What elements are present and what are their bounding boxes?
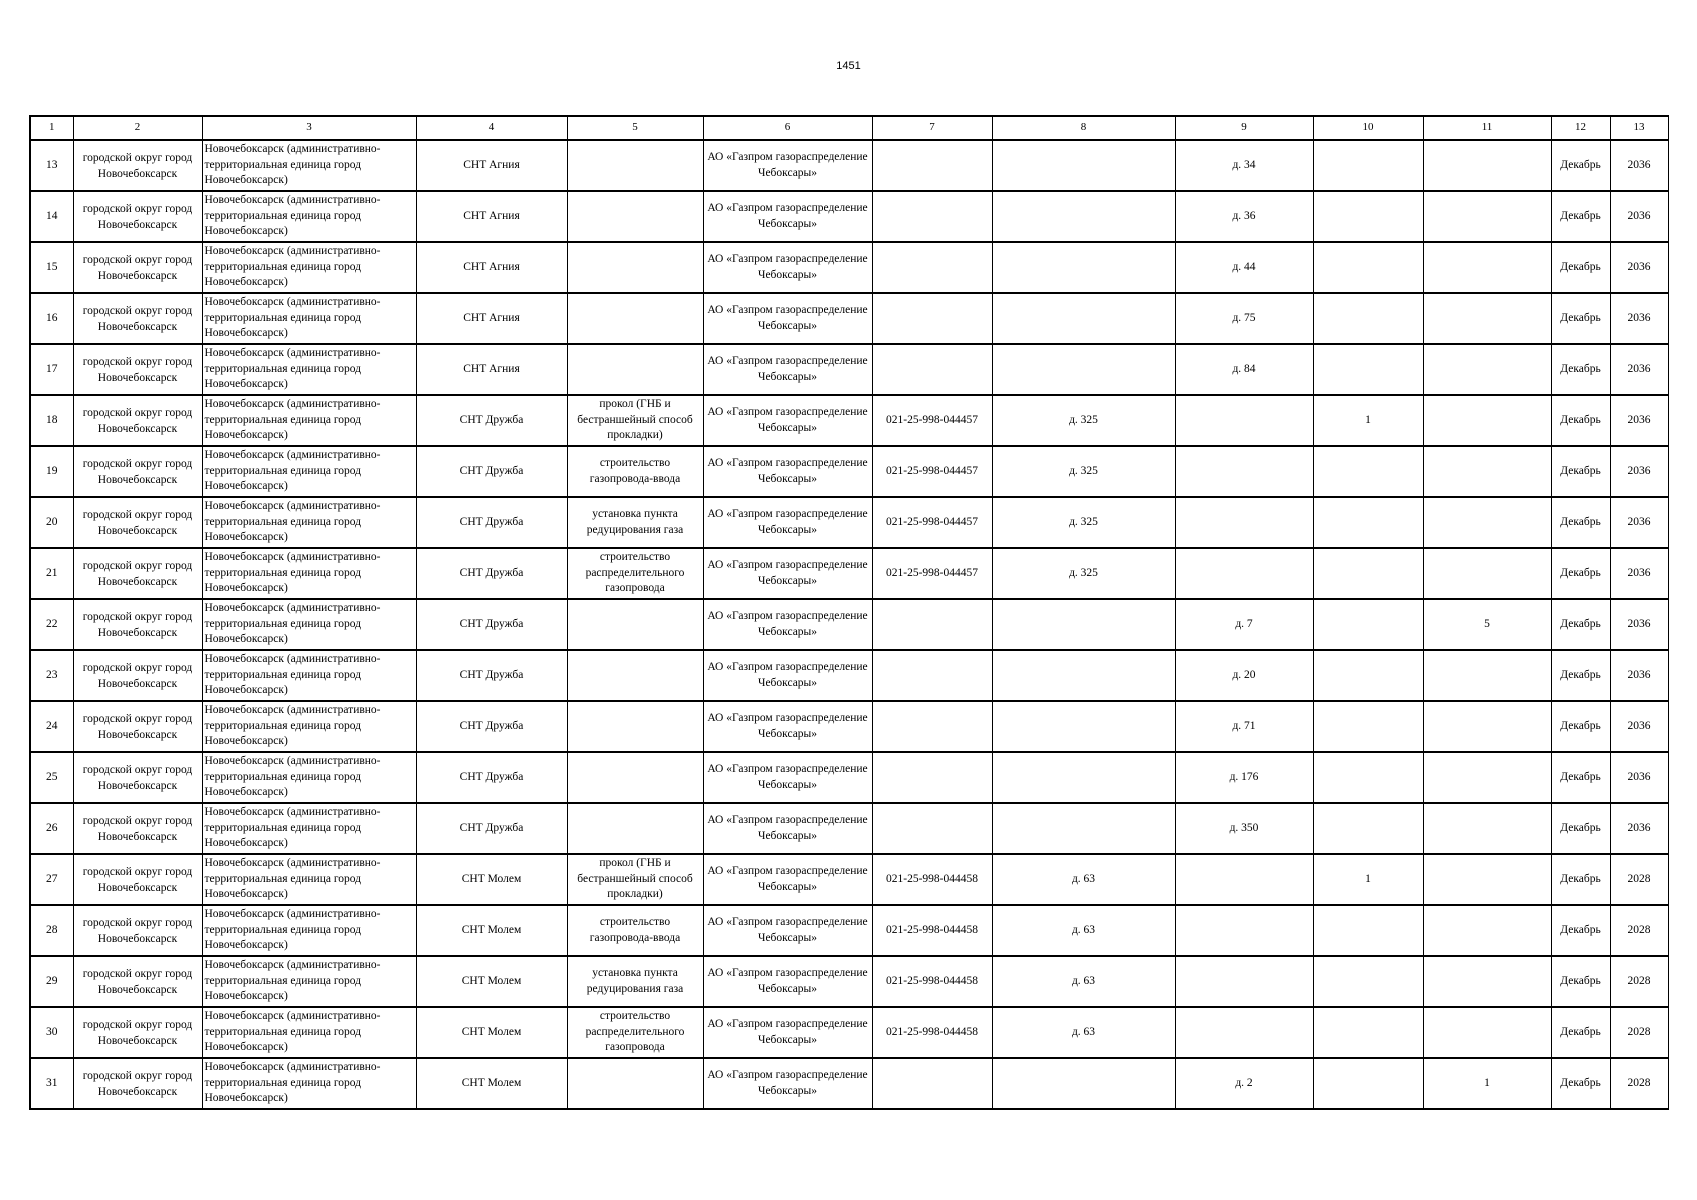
count-b-cell	[1423, 446, 1551, 497]
work-type-cell: установка пункта редуцирования газа	[567, 497, 703, 548]
month-cell: Декабрь	[1551, 599, 1610, 650]
address-a-cell	[992, 293, 1175, 344]
settlement-cell: СНТ Дружба	[416, 650, 567, 701]
count-b-cell	[1423, 497, 1551, 548]
settlement-cell: СНТ Молем	[416, 956, 567, 1007]
table-row	[30, 752, 1668, 803]
count-b-cell	[1423, 293, 1551, 344]
count-a-cell	[1313, 548, 1423, 599]
operator-cell: АО «Газпром газораспределение Чебоксары»	[703, 191, 872, 242]
district-cell: городской округ город Новочебоксарск	[73, 140, 202, 191]
municipality-cell: Новочебоксарск (административно-территориальная единица город Новочебоксарск)	[202, 650, 416, 701]
table-row	[30, 191, 1668, 242]
month-cell: Декабрь	[1551, 1058, 1610, 1109]
count-b-cell	[1423, 1007, 1551, 1058]
table-row	[30, 599, 1668, 650]
tu-number-cell: 021-25-998-044457	[872, 395, 992, 446]
tu-number-cell	[872, 242, 992, 293]
year-cell: 2036	[1610, 752, 1668, 803]
address-b-cell: д. 84	[1175, 344, 1313, 395]
row-number-cell: 17	[30, 344, 73, 395]
municipality-cell: Новочебоксарск (административно-территориальная единица город Новочебоксарск)	[202, 956, 416, 1007]
count-a-cell: 1	[1313, 395, 1423, 446]
municipality-cell: Новочебоксарск (административно-территориальная единица город Новочебоксарск)	[202, 242, 416, 293]
row-number-cell: 27	[30, 854, 73, 905]
settlement-cell: СНТ Агния	[416, 293, 567, 344]
month-cell: Декабрь	[1551, 905, 1610, 956]
year-cell: 2036	[1610, 497, 1668, 548]
settlement-cell: СНТ Агния	[416, 344, 567, 395]
month-cell: Декабрь	[1551, 446, 1610, 497]
column-header: 9	[1175, 116, 1313, 140]
settlement-cell: СНТ Молем	[416, 1058, 567, 1109]
address-b-cell: д. 176	[1175, 752, 1313, 803]
table-body	[30, 116, 1668, 1109]
settlement-cell: СНТ Молем	[416, 1007, 567, 1058]
row-number-cell: 28	[30, 905, 73, 956]
tu-number-cell	[872, 1058, 992, 1109]
address-a-cell: д. 63	[992, 854, 1175, 905]
count-b-cell	[1423, 752, 1551, 803]
work-type-cell: прокол (ГНБ и бестраншейный способ прокладки)	[567, 854, 703, 905]
tu-number-cell	[872, 803, 992, 854]
count-a-cell	[1313, 1058, 1423, 1109]
column-header: 4	[416, 116, 567, 140]
count-a-cell	[1313, 599, 1423, 650]
year-cell: 2028	[1610, 1007, 1668, 1058]
column-header: 13	[1610, 116, 1668, 140]
count-a-cell	[1313, 650, 1423, 701]
address-a-cell	[992, 650, 1175, 701]
month-cell: Декабрь	[1551, 650, 1610, 701]
address-a-cell: д. 63	[992, 1007, 1175, 1058]
count-a-cell	[1313, 191, 1423, 242]
table-row	[30, 956, 1668, 1007]
table-row	[30, 548, 1668, 599]
work-type-cell	[567, 752, 703, 803]
district-cell: городской округ город Новочебоксарск	[73, 242, 202, 293]
row-number-cell: 19	[30, 446, 73, 497]
work-type-cell: установка пункта редуцирования газа	[567, 956, 703, 1007]
operator-cell: АО «Газпром газораспределение Чебоксары»	[703, 242, 872, 293]
municipality-cell: Новочебоксарск (административно-территориальная единица город Новочебоксарск)	[202, 140, 416, 191]
address-a-cell	[992, 1058, 1175, 1109]
address-a-cell	[992, 599, 1175, 650]
count-a-cell	[1313, 140, 1423, 191]
month-cell: Декабрь	[1551, 293, 1610, 344]
year-cell: 2036	[1610, 446, 1668, 497]
row-number-cell: 31	[30, 1058, 73, 1109]
table-row	[30, 1007, 1668, 1058]
address-a-cell	[992, 140, 1175, 191]
address-a-cell: д. 325	[992, 497, 1175, 548]
month-cell: Декабрь	[1551, 242, 1610, 293]
settlement-cell: СНТ Дружба	[416, 803, 567, 854]
settlement-cell: СНТ Дружба	[416, 752, 567, 803]
address-a-cell	[992, 344, 1175, 395]
row-number-cell: 29	[30, 956, 73, 1007]
address-a-cell: д. 325	[992, 395, 1175, 446]
column-header: 11	[1423, 116, 1551, 140]
municipality-cell: Новочебоксарск (административно-территориальная единица город Новочебоксарск)	[202, 191, 416, 242]
address-a-cell: д. 325	[992, 446, 1175, 497]
column-header: 10	[1313, 116, 1423, 140]
month-cell: Декабрь	[1551, 497, 1610, 548]
row-number-cell: 20	[30, 497, 73, 548]
tu-number-cell: 021-25-998-044457	[872, 497, 992, 548]
district-cell: городской округ город Новочебоксарск	[73, 905, 202, 956]
municipality-cell: Новочебоксарск (административно-территориальная единица город Новочебоксарск)	[202, 395, 416, 446]
column-header: 5	[567, 116, 703, 140]
operator-cell: АО «Газпром газораспределение Чебоксары»	[703, 803, 872, 854]
table-row	[30, 1058, 1668, 1109]
operator-cell: АО «Газпром газораспределение Чебоксары»	[703, 905, 872, 956]
address-b-cell: д. 71	[1175, 701, 1313, 752]
work-type-cell	[567, 803, 703, 854]
row-number-cell: 21	[30, 548, 73, 599]
month-cell: Декабрь	[1551, 803, 1610, 854]
year-cell: 2036	[1610, 140, 1668, 191]
operator-cell: АО «Газпром газораспределение Чебоксары»	[703, 752, 872, 803]
count-a-cell	[1313, 293, 1423, 344]
address-b-cell: д. 7	[1175, 599, 1313, 650]
operator-cell: АО «Газпром газораспределение Чебоксары»	[703, 395, 872, 446]
count-b-cell	[1423, 854, 1551, 905]
month-cell: Декабрь	[1551, 191, 1610, 242]
tu-number-cell	[872, 599, 992, 650]
table-row	[30, 344, 1668, 395]
work-type-cell: строительство газопровода-ввода	[567, 446, 703, 497]
operator-cell: АО «Газпром газораспределение Чебоксары»	[703, 497, 872, 548]
address-a-cell: д. 63	[992, 956, 1175, 1007]
column-header: 1	[30, 116, 73, 140]
district-cell: городской округ город Новочебоксарск	[73, 191, 202, 242]
column-header: 2	[73, 116, 202, 140]
district-cell: городской округ город Новочебоксарск	[73, 599, 202, 650]
district-cell: городской округ город Новочебоксарск	[73, 803, 202, 854]
tu-number-cell	[872, 650, 992, 701]
table-row	[30, 650, 1668, 701]
page-number: 1451	[836, 60, 861, 72]
row-number-cell: 18	[30, 395, 73, 446]
count-b-cell	[1423, 242, 1551, 293]
month-cell: Декабрь	[1551, 140, 1610, 191]
tu-number-cell: 021-25-998-044457	[872, 548, 992, 599]
operator-cell: АО «Газпром газораспределение Чебоксары»	[703, 854, 872, 905]
settlement-cell: СНТ Агния	[416, 242, 567, 293]
settlement-cell: СНТ Дружба	[416, 701, 567, 752]
table-row	[30, 803, 1668, 854]
address-b-cell	[1175, 956, 1313, 1007]
year-cell: 2036	[1610, 191, 1668, 242]
count-a-cell	[1313, 701, 1423, 752]
data-table	[29, 115, 1669, 1110]
district-cell: городской округ город Новочебоксарск	[73, 650, 202, 701]
municipality-cell: Новочебоксарск (административно-территориальная единица город Новочебоксарск)	[202, 446, 416, 497]
district-cell: городской округ город Новочебоксарск	[73, 956, 202, 1007]
tu-number-cell: 021-25-998-044458	[872, 1007, 992, 1058]
count-a-cell: 1	[1313, 854, 1423, 905]
address-b-cell: д. 20	[1175, 650, 1313, 701]
count-a-cell	[1313, 1007, 1423, 1058]
district-cell: городской округ город Новочебоксарск	[73, 548, 202, 599]
address-b-cell	[1175, 446, 1313, 497]
count-a-cell	[1313, 446, 1423, 497]
table-row	[30, 293, 1668, 344]
year-cell: 2028	[1610, 854, 1668, 905]
table-row	[30, 497, 1668, 548]
address-b-cell: д. 75	[1175, 293, 1313, 344]
month-cell: Декабрь	[1551, 752, 1610, 803]
tu-number-cell: 021-25-998-044457	[872, 446, 992, 497]
row-number-cell: 24	[30, 701, 73, 752]
year-cell: 2036	[1610, 650, 1668, 701]
municipality-cell: Новочебоксарск (административно-территориальная единица город Новочебоксарск)	[202, 701, 416, 752]
district-cell: городской округ город Новочебоксарск	[73, 854, 202, 905]
tu-number-cell	[872, 701, 992, 752]
municipality-cell: Новочебоксарск (административно-территориальная единица город Новочебоксарск)	[202, 752, 416, 803]
count-b-cell	[1423, 650, 1551, 701]
district-cell: городской округ город Новочебоксарск	[73, 395, 202, 446]
row-number-cell: 16	[30, 293, 73, 344]
work-type-cell: строительство распределительного газопровода	[567, 548, 703, 599]
operator-cell: АО «Газпром газораспределение Чебоксары»	[703, 650, 872, 701]
row-number-cell: 15	[30, 242, 73, 293]
tu-number-cell: 021-25-998-044458	[872, 956, 992, 1007]
address-b-cell	[1175, 548, 1313, 599]
count-b-cell	[1423, 956, 1551, 1007]
month-cell: Декабрь	[1551, 548, 1610, 599]
count-a-cell	[1313, 344, 1423, 395]
address-a-cell: д. 63	[992, 905, 1175, 956]
month-cell: Декабрь	[1551, 344, 1610, 395]
district-cell: городской округ город Новочебоксарск	[73, 752, 202, 803]
district-cell: городской округ город Новочебоксарск	[73, 446, 202, 497]
tu-number-cell	[872, 140, 992, 191]
address-a-cell	[992, 752, 1175, 803]
count-a-cell	[1313, 905, 1423, 956]
operator-cell: АО «Газпром газораспределение Чебоксары»	[703, 956, 872, 1007]
operator-cell: АО «Газпром газораспределение Чебоксары»	[703, 701, 872, 752]
district-cell: городской округ город Новочебоксарск	[73, 1058, 202, 1109]
column-header-row	[30, 116, 1668, 140]
column-header: 12	[1551, 116, 1610, 140]
work-type-cell	[567, 293, 703, 344]
year-cell: 2036	[1610, 242, 1668, 293]
address-a-cell	[992, 701, 1175, 752]
month-cell: Декабрь	[1551, 395, 1610, 446]
table-row	[30, 242, 1668, 293]
work-type-cell	[567, 242, 703, 293]
operator-cell: АО «Газпром газораспределение Чебоксары»	[703, 548, 872, 599]
settlement-cell: СНТ Молем	[416, 905, 567, 956]
address-b-cell: д. 350	[1175, 803, 1313, 854]
column-header: 7	[872, 116, 992, 140]
year-cell: 2036	[1610, 701, 1668, 752]
municipality-cell: Новочебоксарск (административно-территориальная единица город Новочебоксарск)	[202, 293, 416, 344]
work-type-cell	[567, 1058, 703, 1109]
month-cell: Декабрь	[1551, 1007, 1610, 1058]
address-b-cell: д. 36	[1175, 191, 1313, 242]
operator-cell: АО «Газпром газораспределение Чебоксары»	[703, 446, 872, 497]
work-type-cell	[567, 650, 703, 701]
operator-cell: АО «Газпром газораспределение Чебоксары»	[703, 1058, 872, 1109]
column-header: 8	[992, 116, 1175, 140]
year-cell: 2028	[1610, 905, 1668, 956]
tu-number-cell	[872, 191, 992, 242]
address-a-cell	[992, 803, 1175, 854]
month-cell: Декабрь	[1551, 854, 1610, 905]
address-a-cell	[992, 191, 1175, 242]
count-b-cell: 1	[1423, 1058, 1551, 1109]
district-cell: городской округ город Новочебоксарск	[73, 497, 202, 548]
district-cell: городской округ город Новочебоксарск	[73, 344, 202, 395]
count-a-cell	[1313, 752, 1423, 803]
year-cell: 2036	[1610, 548, 1668, 599]
municipality-cell: Новочебоксарск (административно-территориальная единица город Новочебоксарск)	[202, 905, 416, 956]
municipality-cell: Новочебоксарск (административно-территориальная единица город Новочебоксарск)	[202, 1007, 416, 1058]
count-b-cell	[1423, 905, 1551, 956]
address-b-cell	[1175, 905, 1313, 956]
operator-cell: АО «Газпром газораспределение Чебоксары»	[703, 1007, 872, 1058]
row-number-cell: 13	[30, 140, 73, 191]
count-a-cell	[1313, 242, 1423, 293]
settlement-cell: СНТ Молем	[416, 854, 567, 905]
address-a-cell	[992, 242, 1175, 293]
table-row	[30, 140, 1668, 191]
address-b-cell: д. 34	[1175, 140, 1313, 191]
tu-number-cell	[872, 344, 992, 395]
count-b-cell	[1423, 191, 1551, 242]
address-b-cell	[1175, 1007, 1313, 1058]
settlement-cell: СНТ Дружба	[416, 548, 567, 599]
count-b-cell	[1423, 395, 1551, 446]
settlement-cell: СНТ Дружба	[416, 599, 567, 650]
work-type-cell	[567, 140, 703, 191]
table-row	[30, 905, 1668, 956]
count-b-cell	[1423, 701, 1551, 752]
count-b-cell	[1423, 803, 1551, 854]
row-number-cell: 23	[30, 650, 73, 701]
count-a-cell	[1313, 497, 1423, 548]
table-row	[30, 701, 1668, 752]
work-type-cell	[567, 191, 703, 242]
settlement-cell: СНТ Дружба	[416, 446, 567, 497]
work-type-cell: строительство распределительного газопровода	[567, 1007, 703, 1058]
column-header: 3	[202, 116, 416, 140]
month-cell: Декабрь	[1551, 701, 1610, 752]
tu-number-cell: 021-25-998-044458	[872, 854, 992, 905]
address-b-cell	[1175, 497, 1313, 548]
work-type-cell	[567, 701, 703, 752]
year-cell: 2036	[1610, 293, 1668, 344]
count-a-cell	[1313, 956, 1423, 1007]
year-cell: 2028	[1610, 956, 1668, 1007]
count-b-cell	[1423, 548, 1551, 599]
municipality-cell: Новочебоксарск (административно-территориальная единица город Новочебоксарск)	[202, 548, 416, 599]
work-type-cell	[567, 599, 703, 650]
tu-number-cell	[872, 752, 992, 803]
year-cell: 2028	[1610, 1058, 1668, 1109]
count-a-cell	[1313, 803, 1423, 854]
row-number-cell: 25	[30, 752, 73, 803]
count-b-cell	[1423, 344, 1551, 395]
municipality-cell: Новочебоксарск (административно-территориальная единица город Новочебоксарск)	[202, 599, 416, 650]
work-type-cell: строительство газопровода-ввода	[567, 905, 703, 956]
district-cell: городской округ город Новочебоксарск	[73, 293, 202, 344]
count-b-cell: 5	[1423, 599, 1551, 650]
operator-cell: АО «Газпром газораспределение Чебоксары»	[703, 140, 872, 191]
address-b-cell: д. 2	[1175, 1058, 1313, 1109]
year-cell: 2036	[1610, 344, 1668, 395]
column-header: 6	[703, 116, 872, 140]
municipality-cell: Новочебоксарск (административно-территориальная единица город Новочебоксарск)	[202, 803, 416, 854]
count-b-cell	[1423, 140, 1551, 191]
municipality-cell: Новочебоксарск (административно-территориальная единица город Новочебоксарск)	[202, 344, 416, 395]
municipality-cell: Новочебоксарск (административно-территориальная единица город Новочебоксарск)	[202, 854, 416, 905]
municipality-cell: Новочебоксарск (административно-территориальная единица город Новочебоксарск)	[202, 497, 416, 548]
settlement-cell: СНТ Дружба	[416, 395, 567, 446]
work-type-cell: прокол (ГНБ и бестраншейный способ прокладки)	[567, 395, 703, 446]
operator-cell: АО «Газпром газораспределение Чебоксары»	[703, 293, 872, 344]
tu-number-cell	[872, 293, 992, 344]
table-row	[30, 854, 1668, 905]
municipality-cell: Новочебоксарск (административно-территориальная единица город Новочебоксарск)	[202, 1058, 416, 1109]
month-cell: Декабрь	[1551, 956, 1610, 1007]
address-b-cell: д. 44	[1175, 242, 1313, 293]
row-number-cell: 30	[30, 1007, 73, 1058]
work-type-cell	[567, 344, 703, 395]
row-number-cell: 26	[30, 803, 73, 854]
year-cell: 2036	[1610, 599, 1668, 650]
address-a-cell: д. 325	[992, 548, 1175, 599]
district-cell: городской округ город Новочебоксарск	[73, 1007, 202, 1058]
district-cell: городской округ город Новочебоксарск	[73, 701, 202, 752]
tu-number-cell: 021-25-998-044458	[872, 905, 992, 956]
year-cell: 2036	[1610, 803, 1668, 854]
row-number-cell: 14	[30, 191, 73, 242]
settlement-cell: СНТ Агния	[416, 191, 567, 242]
table-row	[30, 446, 1668, 497]
year-cell: 2036	[1610, 395, 1668, 446]
settlement-cell: СНТ Агния	[416, 140, 567, 191]
address-b-cell	[1175, 854, 1313, 905]
settlement-cell: СНТ Дружба	[416, 497, 567, 548]
address-b-cell	[1175, 395, 1313, 446]
operator-cell: АО «Газпром газораспределение Чебоксары»	[703, 344, 872, 395]
operator-cell: АО «Газпром газораспределение Чебоксары»	[703, 599, 872, 650]
row-number-cell: 22	[30, 599, 73, 650]
table-row	[30, 395, 1668, 446]
